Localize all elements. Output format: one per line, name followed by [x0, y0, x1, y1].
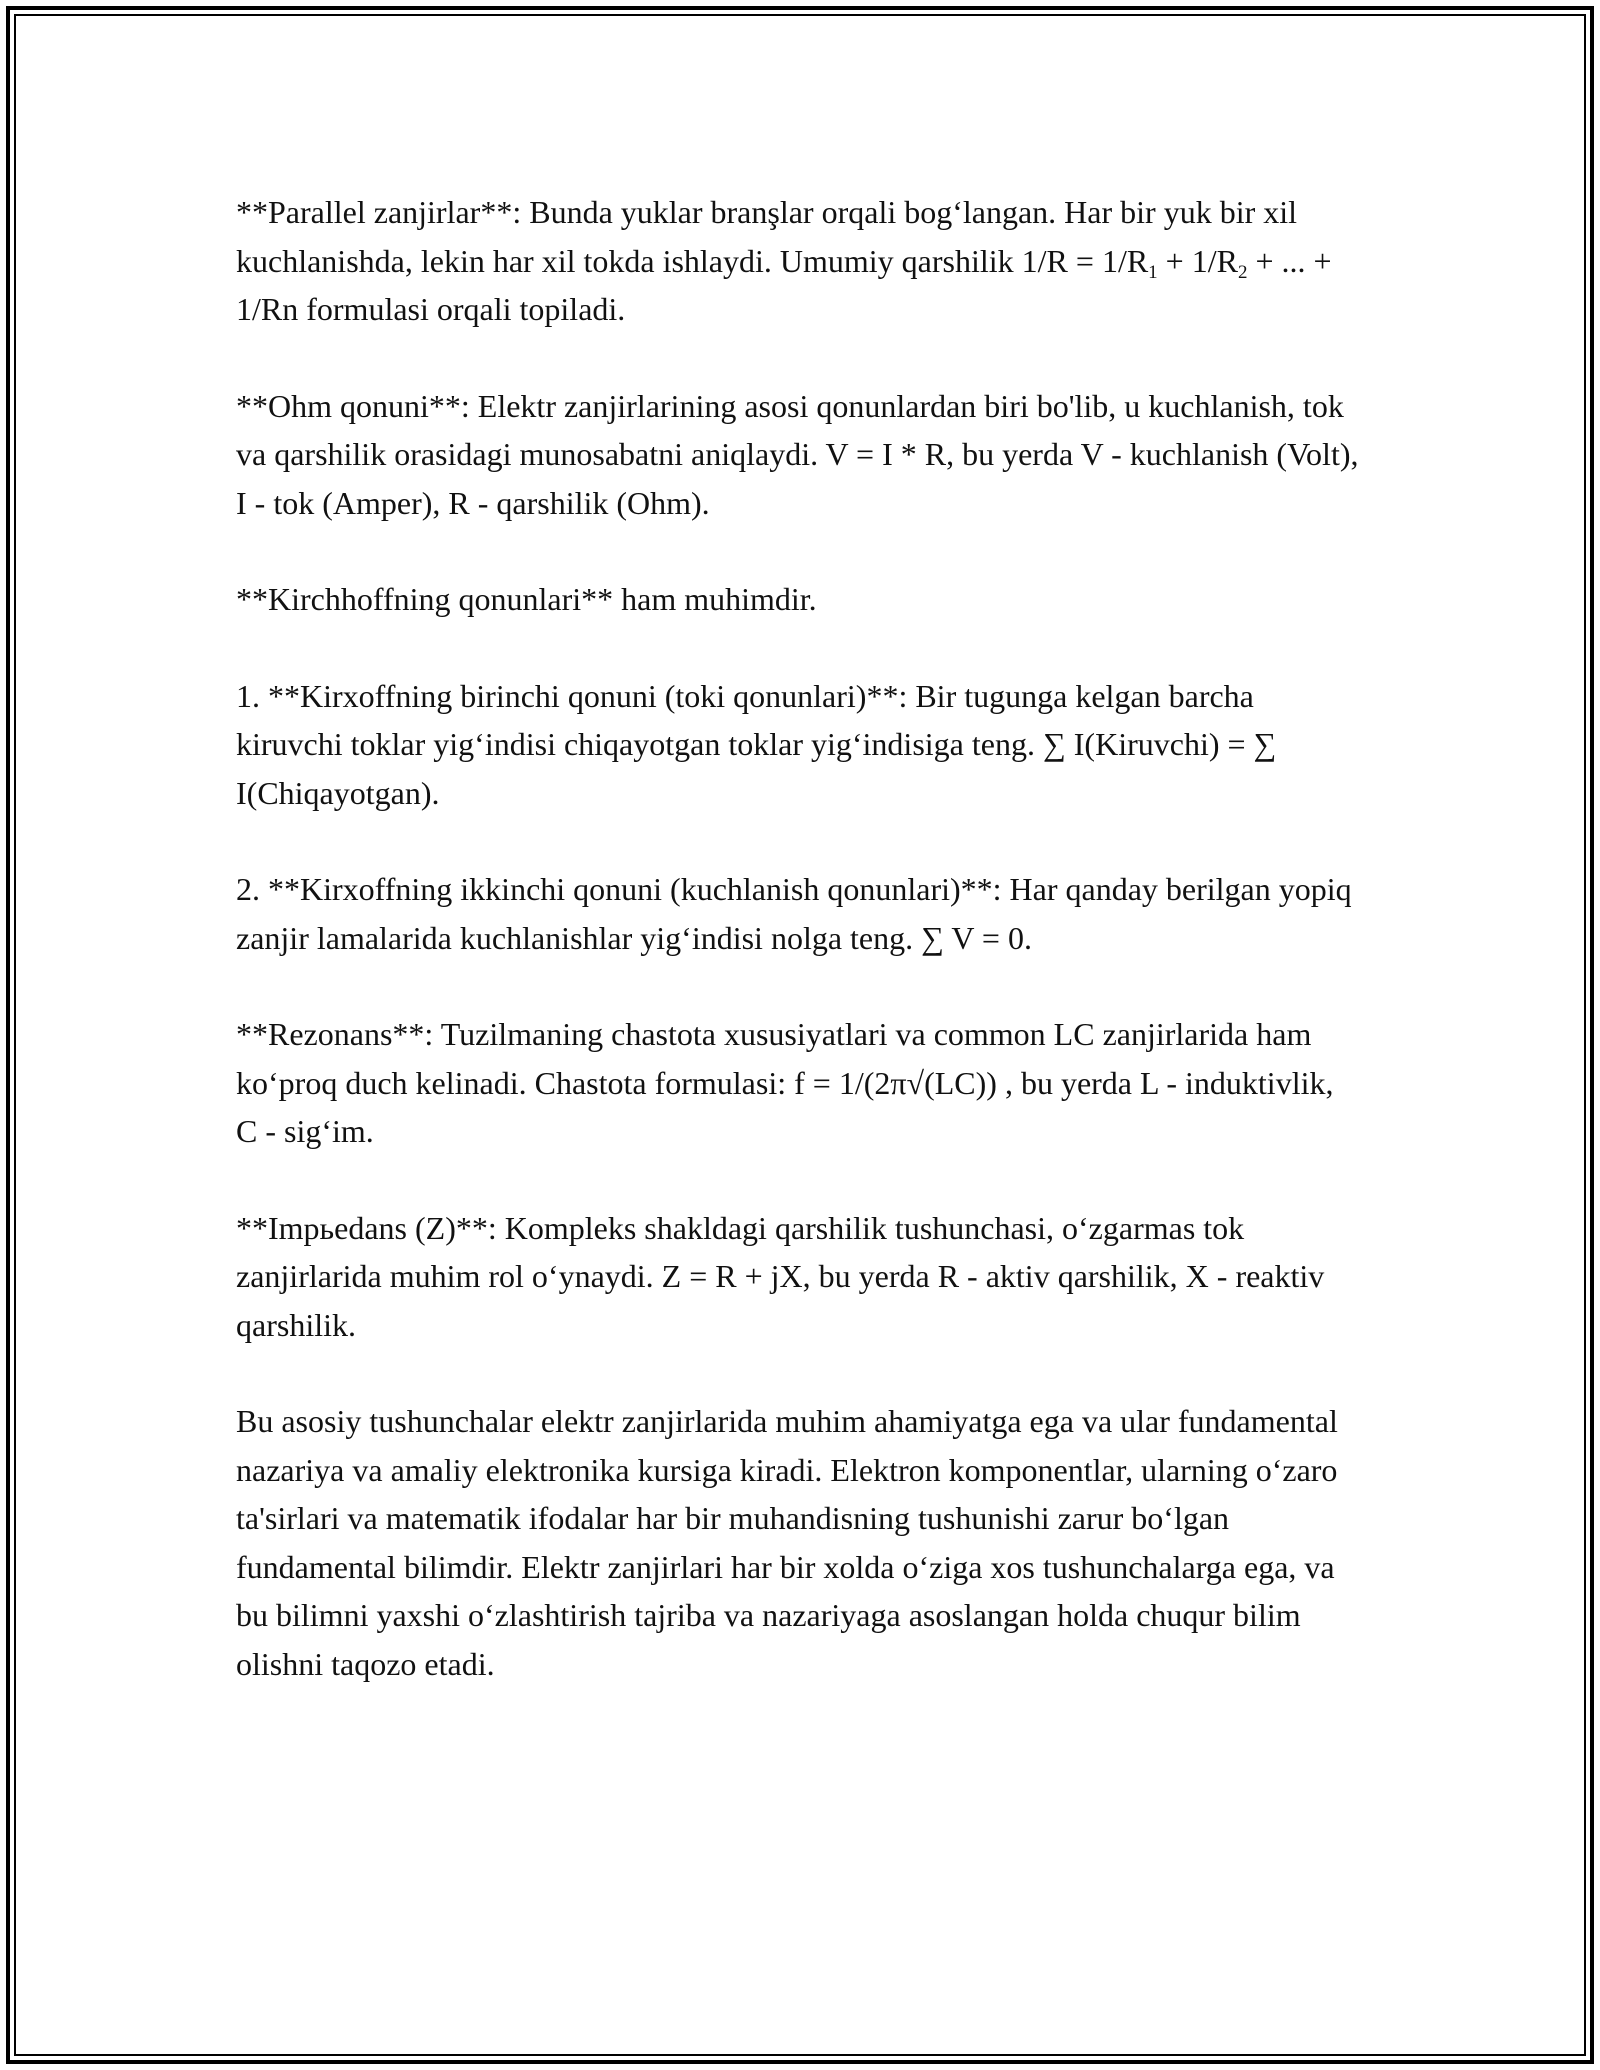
- paragraph-resonance: **Rezonans**: Tuzilmaning chastota xususiyatlari va common LC zanjirlarida ham ko‘proq duch kelinadi. Chastota formulasi: f = 1/(2π√(LC)) , bu yerda L - induktivlik, C - sig‘im.: [236, 1016, 1334, 1149]
- paragraph-kirchhoff-second: 2. **Kirxoffning ikkinchi qonuni (kuchlanish qonunlari)**: Har qanday berilgan yopiq zanjir lamalarida kuchlanishlar yig‘indisi nolga teng. ∑ V = 0.: [236, 871, 1352, 956]
- paragraph-ohm-law: **Ohm qonuni**: Elektr zanjirlarining asosi qonunlardan biri bo'lib, u kuchlanish, tok va qarshilik orasidagi munosabatni aniqlaydi. V = I * R, bu yerda V - kuchlanish (Volt), I - tok (Amper), R - qarshilik (Ohm).: [236, 387, 1359, 521]
- paragraph-kirchhoff-intro: **Kirchhoffning qonunlari** ham muhimdir.: [236, 581, 817, 617]
- parallel-text-part2: + 1/R: [1157, 242, 1238, 279]
- document-body: [236, 188, 1360, 1736]
- paragraph-conclusion: Bu asosiy tushunchalar elektr zanjirlarida muhim ahamiyatga ega va ular fundamental nazariya va amaliy elektronika kursiga kiradi. Elektron komponentlar, ularning o‘zaro ta'sirlari va matematik ifodalar har bir muhandisning tushunishi zarur bo‘lgan fundamental bilimdir. Elektr zanjirlari har bir xolda o‘ziga xos tushunchalarga ega, va bu bilimni yaxshi o‘zlashtirish tajriba va nazariyaga asoslangan holda chuqur bilim olishni taqozo etadi.: [236, 1403, 1338, 1682]
- paragraph-impedance: **Impьedans (Z)**: Kompleks shakldagi qarshilik tushunchasi, o‘zgarmas tok zanjirlarida muhim rol o‘ynaydi. Z = R + jX, bu yerda R - aktiv qarshilik, X - reaktiv qarshilik.: [236, 1209, 1325, 1343]
- subscript-1: 1: [1148, 261, 1158, 283]
- paragraph-kirchhoff-first: 1. **Kirxoffning birinchi qonuni (toki qonunlari)**: Bir tugunga kelgan barcha kiruvchi toklar yig‘indisi chiqayotgan toklar yig‘indisiga teng. ∑ I(Kiruvchi) = ∑ I(Chiqayotgan).: [236, 677, 1277, 811]
- parallel-text-part1: **Parallel zanjirlar**: Bunda yuklar branşlar orqali bog‘langan. Har bir yuk bir xil kuchlanishda, lekin har xil tokda ishlaydi. Umumiy qarshilik 1/R = 1/R: [236, 194, 1298, 279]
- parallel-text-part3: + ... + 1/Rn formulasi orqali topiladi.: [236, 242, 1332, 327]
- paragraph-parallel-circuits: [236, 188, 1360, 334]
- subscript-2: 2: [1237, 261, 1248, 283]
